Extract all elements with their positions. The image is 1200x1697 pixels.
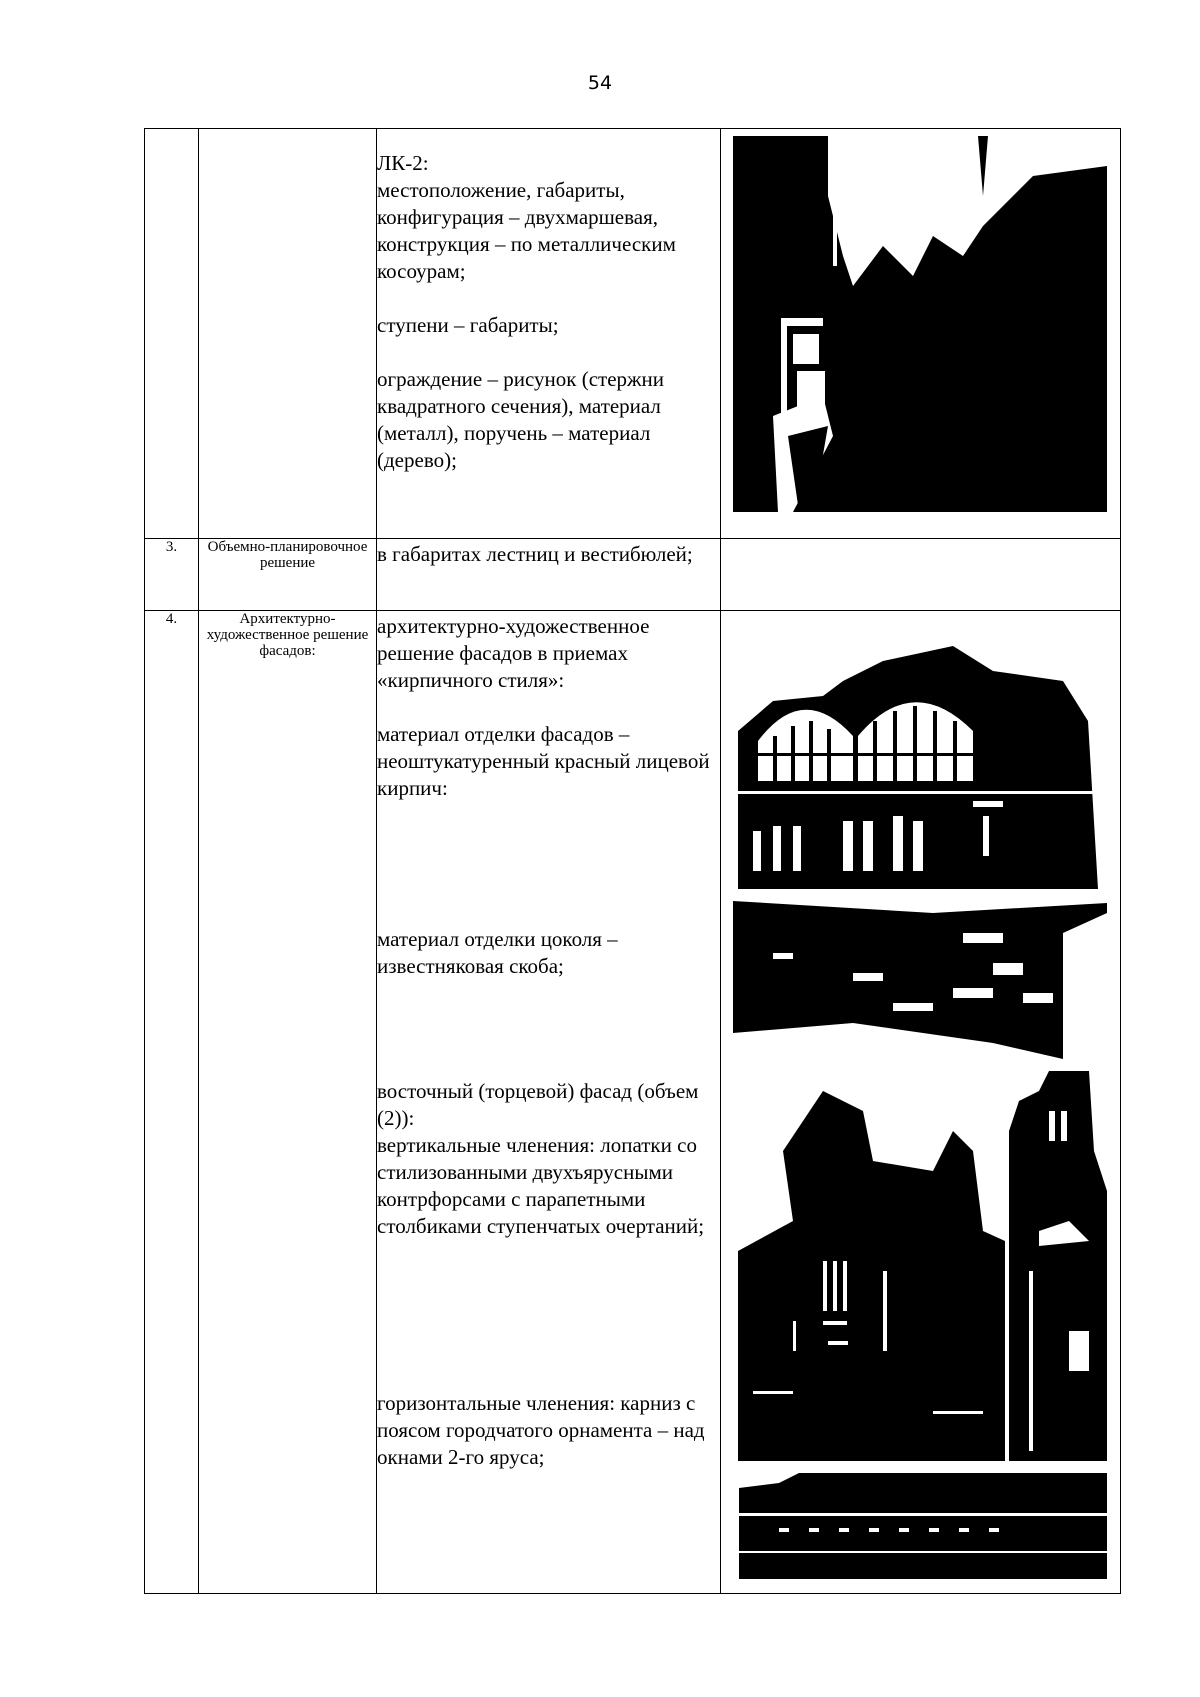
row-number: 4.	[145, 611, 199, 1594]
east-facade-description: восточный (торцевой) фасад (объем (2)): вертикальные членения: лопатки со стилизованными двухъярусными контрфорсами с парапетными столбиками ступенчатых очертаний;	[377, 1079, 705, 1238]
facade-style-description: архитектурно-художественное решение фасадов в приемах «кирпичного стиля»:	[377, 614, 650, 692]
row-number	[145, 129, 199, 539]
row-description	[377, 539, 721, 611]
row-photos	[721, 129, 1121, 539]
east-facade-photo	[733, 1071, 1005, 1461]
table-row	[145, 539, 1121, 611]
row-photos	[721, 539, 1121, 611]
table-row	[145, 129, 1121, 539]
cornice-photo	[739, 1473, 1107, 1579]
attributes-table	[144, 128, 1121, 1594]
row-photos	[721, 611, 1121, 1594]
row-name: Объемно-планировочное решение	[199, 539, 377, 611]
staircase-description: ЛК-2: местоположение, габариты, конфигурация – двухмаршевая, конструкция – по металлическим косоурам;	[377, 151, 676, 283]
tower-photo	[1009, 1071, 1107, 1461]
row-description	[377, 611, 721, 1594]
plinth-photo	[733, 893, 1107, 1059]
volume-description: в габаритах лестниц и вестибюлей;	[377, 542, 693, 566]
steps-description: ступени – габариты;	[377, 313, 559, 337]
page-number: 54	[587, 72, 613, 94]
row-description	[377, 129, 721, 539]
facade-material-description: материал отделки фасадов – неоштукатуренный красный лицевой кирпич:	[377, 722, 710, 800]
railing-description: ограждение – рисунок (стержни квадратного сечения), материал (металл), поручень – материал (дерево);	[377, 367, 665, 472]
staircase-photo	[733, 136, 1107, 512]
row-name	[199, 129, 377, 539]
facade-photo	[733, 641, 1107, 889]
horizontal-divisions-description: горизонтальные членения: карниз с поясом городчатого орнамента – над окнами 2-го яруса;	[377, 1391, 705, 1469]
plinth-material-description: материал отделки цоколя – известняковая скоба;	[377, 927, 618, 978]
row-number: 3.	[145, 539, 199, 611]
table-row	[145, 611, 1121, 1594]
row-name: Архитектурно-художественное решение фасадов:	[199, 611, 377, 1594]
